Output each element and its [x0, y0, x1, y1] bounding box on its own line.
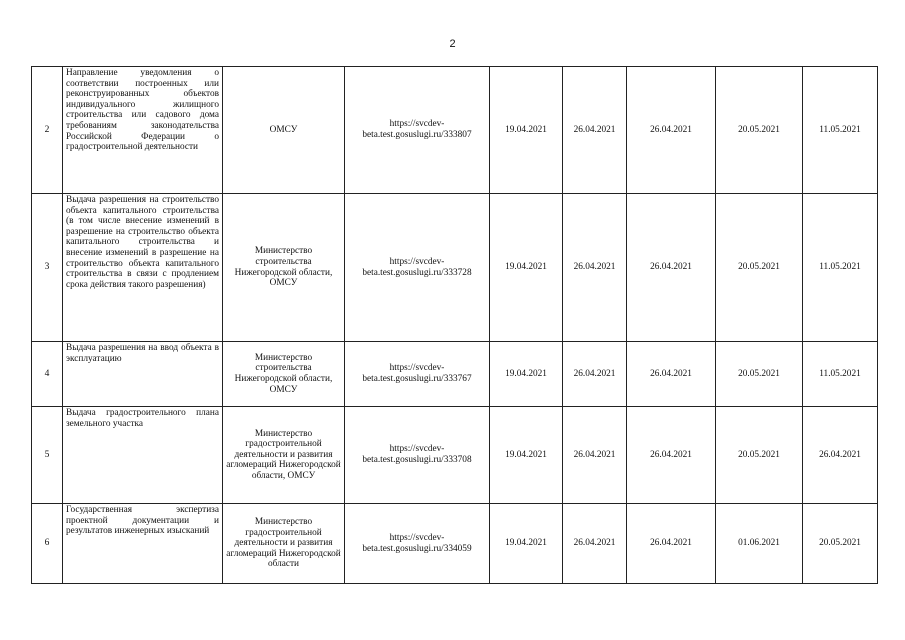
date-2: 26.04.2021 — [563, 67, 627, 194]
table-row — [32, 504, 878, 584]
date-4: 20.05.2021 — [716, 67, 803, 194]
service-name: Государственная экспертиза проектной документации и результатов инженерных изысканий — [63, 504, 223, 584]
date-1: 19.04.2021 — [490, 407, 563, 504]
date-1: 19.04.2021 — [490, 504, 563, 584]
date-4: 20.05.2021 — [716, 342, 803, 407]
row-number: 3 — [32, 194, 63, 342]
responsible-body: Министерство градостроительной деятельности и развития агломераций Нижегородской области, ОМСУ — [223, 407, 345, 504]
service-link[interactable] — [345, 504, 490, 584]
row-number: 5 — [32, 407, 63, 504]
service-name: Выдача градостроительного плана земельного участка — [63, 407, 223, 504]
service-link[interactable] — [345, 194, 490, 342]
service-link-line2: beta.test.gosuslugi.ru/334059 — [362, 543, 472, 554]
services-table — [31, 66, 878, 584]
date-3: 26.04.2021 — [627, 67, 716, 194]
date-5: 11.05.2021 — [803, 67, 878, 194]
date-2: 26.04.2021 — [563, 504, 627, 584]
date-5: 20.05.2021 — [803, 504, 878, 584]
responsible-body: ОМСУ — [223, 67, 345, 194]
date-4: 20.05.2021 — [716, 407, 803, 504]
date-2: 26.04.2021 — [563, 342, 627, 407]
date-5: 26.04.2021 — [803, 407, 878, 504]
service-link-line2: beta.test.gosuslugi.ru/333728 — [362, 267, 472, 278]
date-5: 11.05.2021 — [803, 194, 878, 342]
service-link[interactable] — [345, 67, 490, 194]
responsible-body: Министерство строительства Нижегородской области, ОМСУ — [223, 342, 345, 407]
table-row — [32, 67, 878, 194]
service-link-line2: beta.test.gosuslugi.ru/333807 — [362, 130, 472, 140]
date-4: 01.06.2021 — [716, 504, 803, 584]
date-1: 19.04.2021 — [490, 67, 563, 194]
row-number: 4 — [32, 342, 63, 407]
table-row — [32, 194, 878, 342]
page-number: 2 — [449, 38, 456, 50]
service-link-line1: https://svcdev- — [389, 363, 445, 374]
date-3: 26.04.2021 — [627, 342, 716, 407]
date-3: 26.04.2021 — [627, 194, 716, 342]
service-link-line1: https://svcdev- — [389, 119, 445, 130]
date-1: 19.04.2021 — [490, 342, 563, 407]
table-row — [32, 342, 878, 407]
service-name: Выдача разрешения на ввод объекта в эксплуатацию — [63, 342, 223, 407]
service-link-line2: beta.test.gosuslugi.ru/333767 — [362, 374, 472, 384]
service-link-line1: https://svcdev- — [389, 444, 445, 455]
service-link[interactable] — [345, 407, 490, 504]
responsible-body: Министерство строительства Нижегородской области, ОМСУ — [223, 194, 345, 342]
date-3: 26.04.2021 — [627, 504, 716, 584]
date-5: 11.05.2021 — [803, 342, 878, 407]
row-number: 2 — [32, 67, 63, 194]
table-row — [32, 407, 878, 504]
date-2: 26.04.2021 — [563, 194, 627, 342]
service-link-line1: https://svcdev- — [389, 532, 445, 543]
service-name: Выдача разрешения на строительство объекта капитального строительства (в том числе внесение изменений в разрешение на строительство объекта капитального строительства и внесение изменений в разрешение на строительство объекта капитального строительства в связи с продлением срока действия такого разрешения) — [63, 194, 223, 342]
responsible-body: Министерство градостроительной деятельности и развития агломераций Нижегородской области — [223, 504, 345, 584]
service-name: Направление уведомления о соответствии построенных или реконструированных объектов индивидуального жилищного строительства или садового дома требованиям законодательства Российской Федерации о градостроительной деятельности — [63, 67, 223, 194]
service-link-line2: beta.test.gosuslugi.ru/333708 — [362, 455, 472, 465]
service-link-line1: https://svcdev- — [389, 256, 445, 267]
date-4: 20.05.2021 — [716, 194, 803, 342]
date-1: 19.04.2021 — [490, 194, 563, 342]
row-number: 6 — [32, 504, 63, 584]
date-2: 26.04.2021 — [563, 407, 627, 504]
date-3: 26.04.2021 — [627, 407, 716, 504]
service-link[interactable] — [345, 342, 490, 407]
